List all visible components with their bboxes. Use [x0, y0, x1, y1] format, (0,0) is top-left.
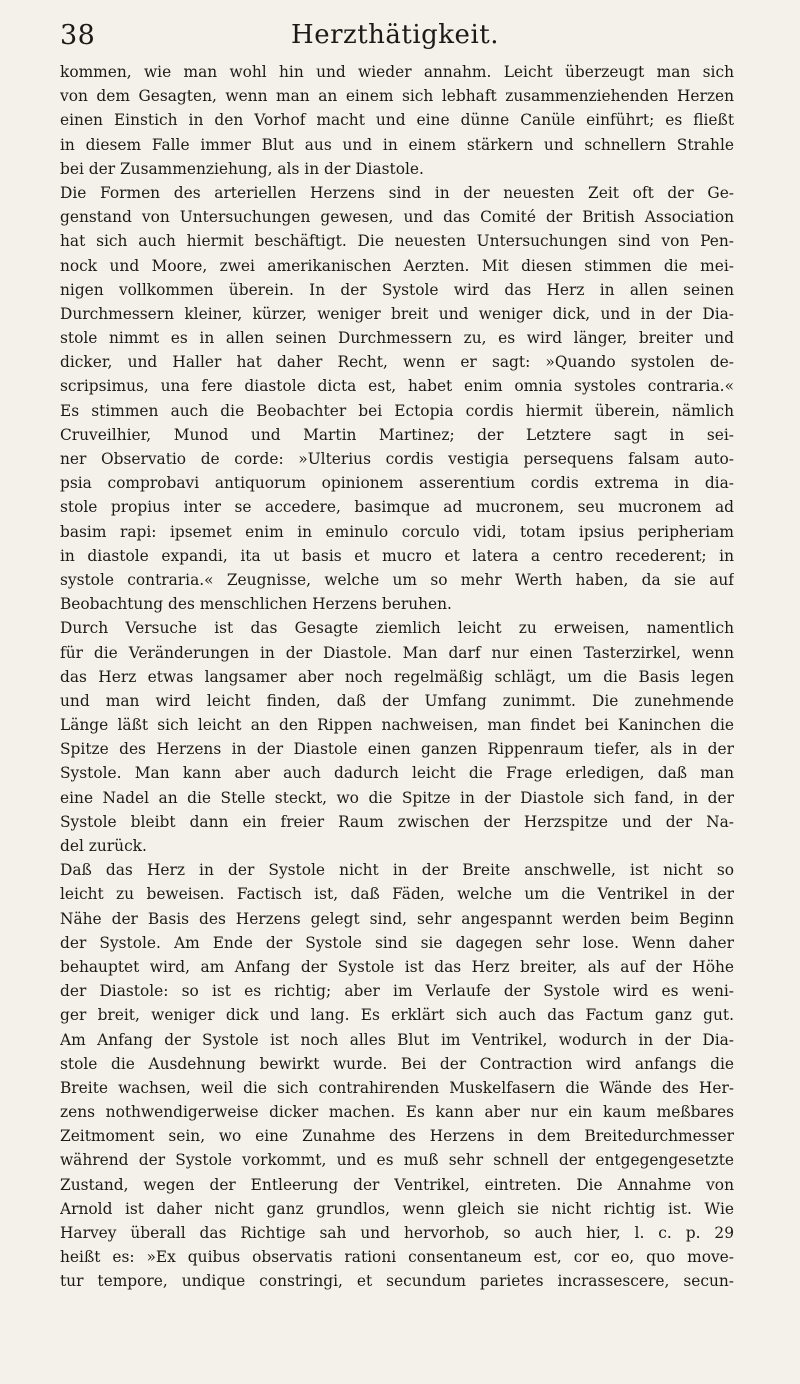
- text-line: nigen vollkommen überein. In der Systole wird das Herz in allen seinen: [60, 280, 734, 299]
- text-line: Länge läßt sich leicht an den Rippen nachweisen, man findet bei Kaninchen die: [60, 716, 734, 735]
- text-line: in diesem Falle immer Blut aus und in einem stärkern und schnellern Strahle: [60, 135, 734, 154]
- text-line: Beobachtung des menschlichen Herzens beruhen.: [60, 595, 452, 614]
- text-line: Es stimmen auch die Beobachter bei Ectopia cordis hiermit überein, nämlich: [60, 401, 734, 420]
- text-line: tur tempore, undique constringi, et secundum parietes incrassescere, secun-: [60, 1272, 734, 1291]
- text-line: stole nimmt es in allen seinen Durchmessern zu, es wird länger, breiter und: [60, 329, 734, 348]
- text-line: hat sich auch hiermit beschäftigt. Die neuesten Untersuchungen sind von Pen-: [60, 232, 734, 251]
- text-line: basim rapi: ipsemet enim in eminulo corculo vidi, totam ipsius peripheriam: [60, 522, 734, 541]
- text-line: Daß das Herz in der Systole nicht in der Breite anschwelle, ist nicht so: [60, 861, 734, 880]
- text-line: dicker, und Haller hat daher Recht, wenn er sagt: »Quando systolen de-: [60, 353, 734, 372]
- text-line: Systole bleibt dann ein freier Raum zwischen der Herzspitze und der Na-: [60, 812, 734, 831]
- text-line: leicht zu beweisen. Factisch ist, daß Fäden, welche um die Ventrikel in der: [60, 885, 734, 904]
- text-line: del zurück.: [60, 837, 147, 855]
- text-line: systole contraria.« Zeugnisse, welche um so mehr Werth haben, da sie auf: [60, 570, 734, 589]
- text-line: scripsimus, una fere diastole dicta est, habet enim omnia systoles contraria.«: [60, 377, 734, 396]
- text-line: für die Veränderungen in der Diastole. Man darf nur einen Tasterzirkel, wenn: [60, 643, 734, 662]
- text-line: während der Systole vorkommt, und es muß sehr schnell der entgegengesetzte: [60, 1151, 734, 1170]
- text-line: Harvey überall das Richtige sah und hervorhob, so auch hier, l. c. p. 29: [60, 1224, 734, 1242]
- text-line: Durch Versuche ist das Gesagte ziemlich leicht zu erweisen, namentlich: [60, 619, 734, 638]
- text-line: Cruveilhier, Munod und Martin Martinez; der Letztere sagt in sei-: [60, 425, 734, 444]
- text-line: ger breit, weniger dick und lang. Es erklärt sich auch das Factum ganz gut.: [60, 1006, 734, 1025]
- text-line: Arnold ist daher nicht ganz grundlos, wenn gleich sie nicht richtig ist. Wie: [60, 1199, 734, 1218]
- text-line: in diastole expandi, ita ut basis et mucro et latera a centro recederent; in: [60, 546, 734, 565]
- text-line: Am Anfang der Systole ist noch alles Blut im Ventrikel, wodurch in der Dia-: [60, 1030, 734, 1049]
- text-line: stole propius inter se accedere, basimque ad mucronem, seu mucronem ad: [60, 498, 734, 517]
- text-line: bei der Zusammenziehung, als in der Diastole.: [60, 159, 424, 178]
- page-header: [60, 20, 730, 52]
- text-line: und man wird leicht finden, daß der Umfang zunimmt. Die zunehmende: [60, 691, 734, 710]
- text-line: zens nothwendigerweise dicker machen. Es kann aber nur ein kaum meßbares: [60, 1103, 734, 1122]
- running-head: Herzthätigkeit.: [291, 20, 499, 50]
- text-line: der Diastole: so ist es richtig; aber im Verlaufe der Systole wird es weni-: [60, 982, 734, 1001]
- text-line: Zeitmoment sein, wo eine Zunahme des Herzens in dem Breitedurchmesser: [60, 1127, 734, 1146]
- text-line: nock und Moore, zwei amerikanischen Aerzten. Mit diesen stimmen die mei-: [60, 256, 734, 275]
- text-line: der Systole. Am Ende der Systole sind sie dagegen sehr lose. Wenn daher: [60, 933, 734, 952]
- text-line: das Herz etwas langsamer aber noch regelmäßig schlägt, um die Basis legen: [60, 667, 734, 686]
- text-line: Zustand, wegen der Entleerung der Ventrikel, eintreten. Die Annahme von: [60, 1175, 734, 1194]
- text-line: Die Formen des arteriellen Herzens sind in der neuesten Zeit oft der Ge-: [60, 183, 734, 202]
- text-line: heißt es: »Ex quibus observatis rationi consentaneum est, cor eo, quo move-: [60, 1248, 734, 1267]
- text-line: genstand von Untersuchungen gewesen, und das Comité der British Association: [60, 208, 734, 227]
- text-line: Systole. Man kann aber auch dadurch leicht die Frage erledigen, daß man: [60, 764, 734, 783]
- page-number: 38: [60, 20, 96, 51]
- text-line: einen Einstich in den Vorhof macht und eine dünne Canüle einführt; es fließt: [60, 111, 734, 130]
- text-line: ner Observatio de corde: »Ulterius cordis vestigia persequens falsam auto-: [60, 450, 734, 468]
- text-line: Breite wachsen, weil die sich contrahirenden Muskelfasern die Wände des Her-: [60, 1078, 734, 1097]
- text-line: Durchmessern kleiner, kürzer, weniger breit und weniger dick, und in der Dia-: [60, 304, 734, 323]
- text-line: behauptet wird, am Anfang der Systole ist das Herz breiter, als auf der Höhe: [60, 957, 734, 976]
- text-line: kommen, wie man wohl hin und wieder annahm. Leicht überzeugt man sich: [60, 63, 734, 81]
- body-text: [60, 60, 734, 1294]
- text-line: stole die Ausdehnung bewirkt wurde. Bei der Contraction wird anfangs die: [60, 1054, 734, 1073]
- text-line: Nähe der Basis des Herzens gelegt sind, sehr angespannt werden beim Beginn: [60, 909, 734, 928]
- text-line: eine Nadel an die Stelle steckt, wo die Spitze in der Diastole sich fand, in der: [60, 788, 734, 807]
- text-line: psia comprobavi antiquorum opinionem asserentium cordis extrema in dia-: [60, 474, 734, 493]
- text-line: von dem Gesagten, wenn man an einem sich lebhaft zusammenziehenden Herzen: [60, 87, 734, 106]
- text-line: Spitze des Herzens in der Diastole einen ganzen Rippenraum tiefer, als in der: [60, 740, 734, 759]
